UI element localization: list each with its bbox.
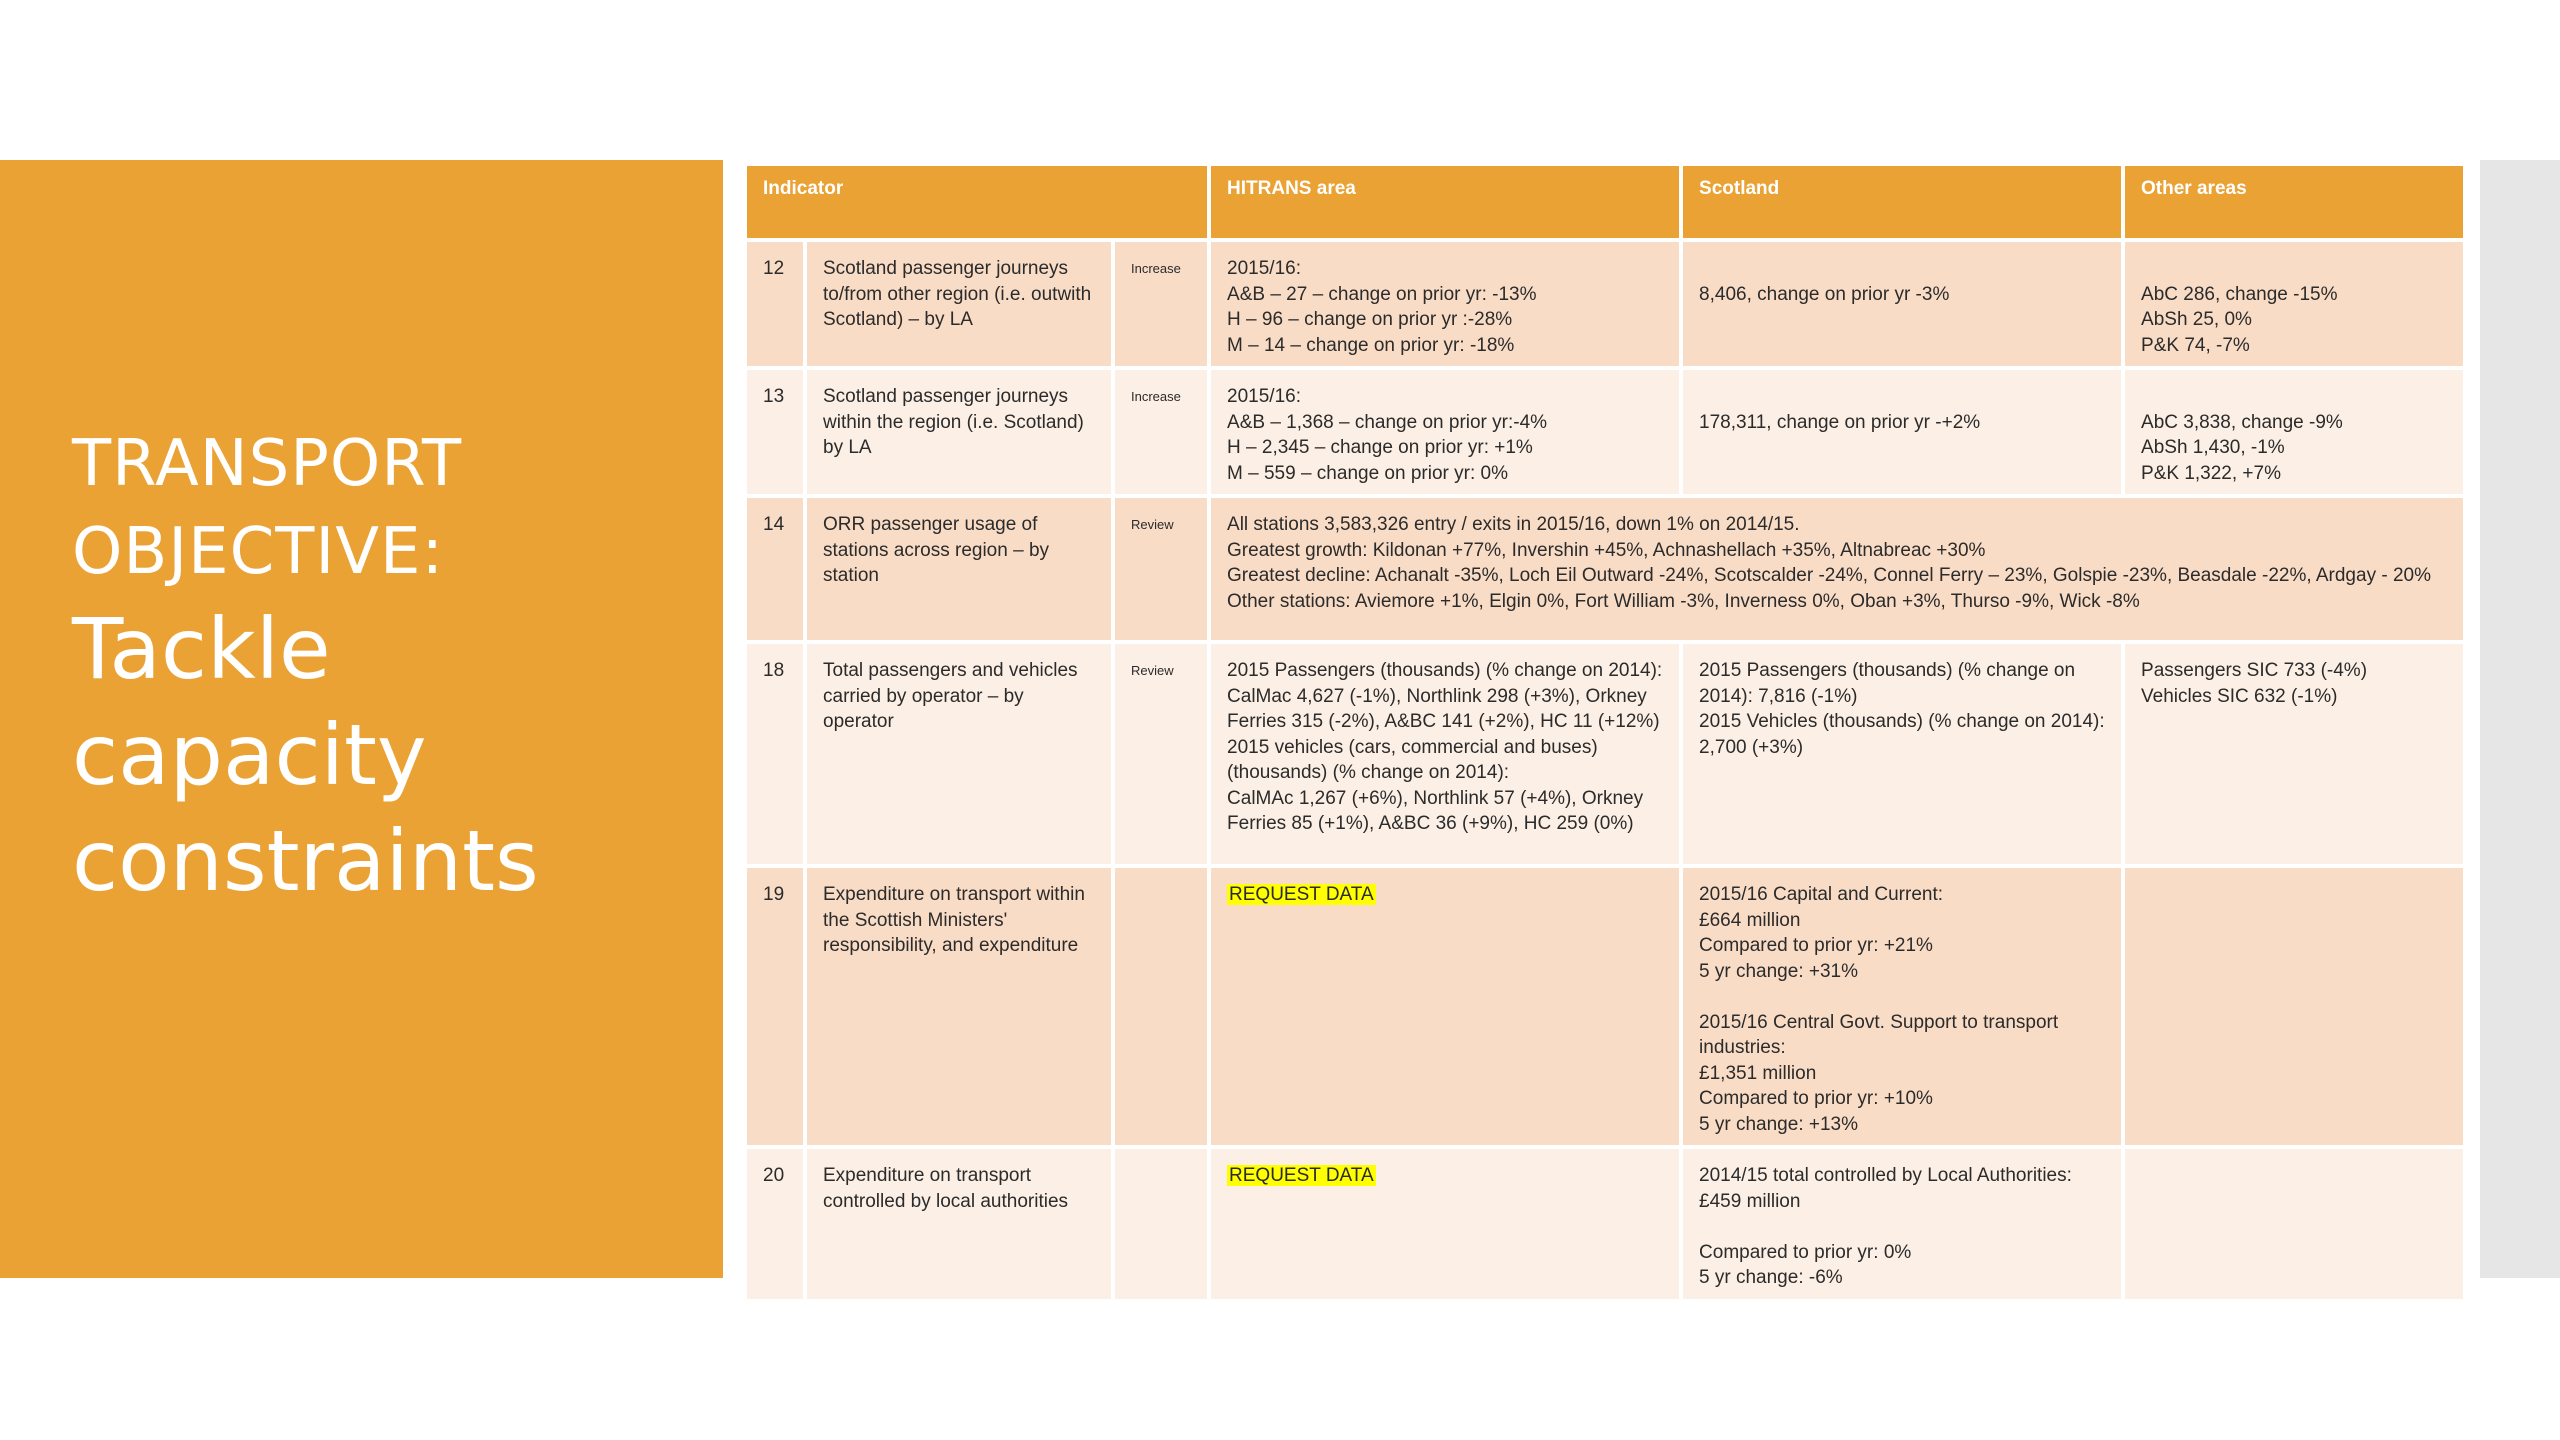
other-areas-value: Passengers SIC 733 (-4%) Vehicles SIC 632 (-1%) [2123, 642, 2465, 866]
indicator-table [743, 162, 2467, 1303]
table-row [745, 866, 2465, 1147]
indicator-number: 19 [745, 866, 805, 1147]
table-row [745, 496, 2465, 642]
indicator-number: 14 [745, 496, 805, 642]
request-data-highlight: REQUEST DATA [1229, 884, 1374, 905]
scotland-value: 178,311, change on prior yr -+2% [1681, 368, 2123, 496]
target-tag: Review [1113, 496, 1209, 642]
target-tag [1113, 1147, 1209, 1301]
indicator-number: 20 [745, 1147, 805, 1301]
target-tag [1113, 866, 1209, 1147]
header-other-areas: Other areas [2123, 164, 2465, 240]
header-indicator: Indicator [745, 164, 1209, 240]
station-usage-summary: All stations 3,583,326 entry / exits in 2015/16, down 1% on 2014/15. Greatest growth: Kildonan +77%, Invershin +45%, Achnashellach +35%, Altnabreac +30% Greatest decline: Achanalt -35%, Loch Eil Outward -24%, Scotscalder -24%, Connel Ferry – 23%, Golspie -23%, Beasdale -22%, Ardgay - 20% Other stations: Aviemore +1%, Elgin 0%, Fort William -3%, Inverness 0%, Oban +3%, Thurso -9%, Wick -8% [1209, 496, 2465, 642]
request-data-highlight: REQUEST DATA [1229, 1165, 1374, 1186]
table-row [745, 1147, 2465, 1301]
header-hitrans: HITRANS area [1209, 164, 1681, 240]
target-tag: Increase [1113, 368, 1209, 496]
title-line-4: capacity [72, 706, 427, 804]
scotland-value: 2014/15 total controlled by Local Authorities: £459 million Compared to prior yr: 0% 5 yr change: -6% [1681, 1147, 2123, 1301]
target-tag: Review [1113, 642, 1209, 866]
scotland-value: 8,406, change on prior yr -3% [1681, 240, 2123, 368]
hitrans-value: 2015/16: A&B – 27 – change on prior yr: -13% H – 96 – change on prior yr :-28% M – 14 – change on prior yr: -18% [1209, 240, 1681, 368]
indicator-description: Expenditure on transport controlled by local authorities [805, 1147, 1113, 1301]
other-areas-value [2123, 866, 2465, 1147]
hitrans-value [1209, 866, 1681, 1147]
scotland-value: 2015/16 Capital and Current: £664 million Compared to prior yr: +21% 5 yr change: +31% 2015/16 Central Govt. Support to transport industries: £1,351 million Compared to prior yr: +10% 5 yr change: +13% [1681, 866, 2123, 1147]
title-line-5: constraints [72, 812, 539, 910]
title-line-1: TRANSPORT [72, 427, 463, 501]
indicator-number: 13 [745, 368, 805, 496]
scotland-value: 2015 Passengers (thousands) (% change on 2014): 7,816 (-1%) 2015 Vehicles (thousands) (% change on 2014): 2,700 (+3%) [1681, 642, 2123, 866]
other-areas-value: AbC 3,838, change -9% AbSh 1,430, -1% P&K 1,322, +7% [2123, 368, 2465, 496]
table-row [745, 368, 2465, 496]
other-areas-value [2123, 1147, 2465, 1301]
indicator-description: Scotland passenger journeys to/from other region (i.e. outwith Scotland) – by LA [805, 240, 1113, 368]
indicator-description: ORR passenger usage of stations across region – by station [805, 496, 1113, 642]
table-row [745, 642, 2465, 866]
slide-title [72, 420, 692, 914]
hitrans-value [1209, 1147, 1681, 1301]
hitrans-value: 2015/16: A&B – 1,368 – change on prior yr:-4% H – 2,345 – change on prior yr: +1% M – 559 – change on prior yr: 0% [1209, 368, 1681, 496]
indicator-number: 12 [745, 240, 805, 368]
target-tag: Increase [1113, 240, 1209, 368]
hitrans-value: 2015 Passengers (thousands) (% change on 2014): CalMac 4,627 (-1%), Northlink 298 (+3%), Orkney Ferries 315 (-2%), A&BC 141 (+2%), HC 11 (+12%) 2015 vehicles (cars, commercial and buses) (thousands) (% change on 2014): CalMAc 1,267 (+6%), Northlink 57 (+4%), Orkney Ferries 85 (+1%), A&BC 36 (+9%), HC 259 (0%) [1209, 642, 1681, 866]
table-header-row [745, 164, 2465, 240]
indicator-description: Total passengers and vehicles carried by operator – by operator [805, 642, 1113, 866]
next-slide-strip [2480, 160, 2560, 1278]
indicator-number: 18 [745, 642, 805, 866]
header-scotland: Scotland [1681, 164, 2123, 240]
other-areas-value: AbC 286, change -15% AbSh 25, 0% P&K 74, -7% [2123, 240, 2465, 368]
title-line-2: OBJECTIVE: [72, 515, 445, 589]
indicator-description: Expenditure on transport within the Scottish Ministers' responsibility, and expenditure [805, 866, 1113, 1147]
indicator-description: Scotland passenger journeys within the region (i.e. Scotland) by LA [805, 368, 1113, 496]
table-row [745, 240, 2465, 368]
title-line-3: Tackle [72, 600, 331, 698]
